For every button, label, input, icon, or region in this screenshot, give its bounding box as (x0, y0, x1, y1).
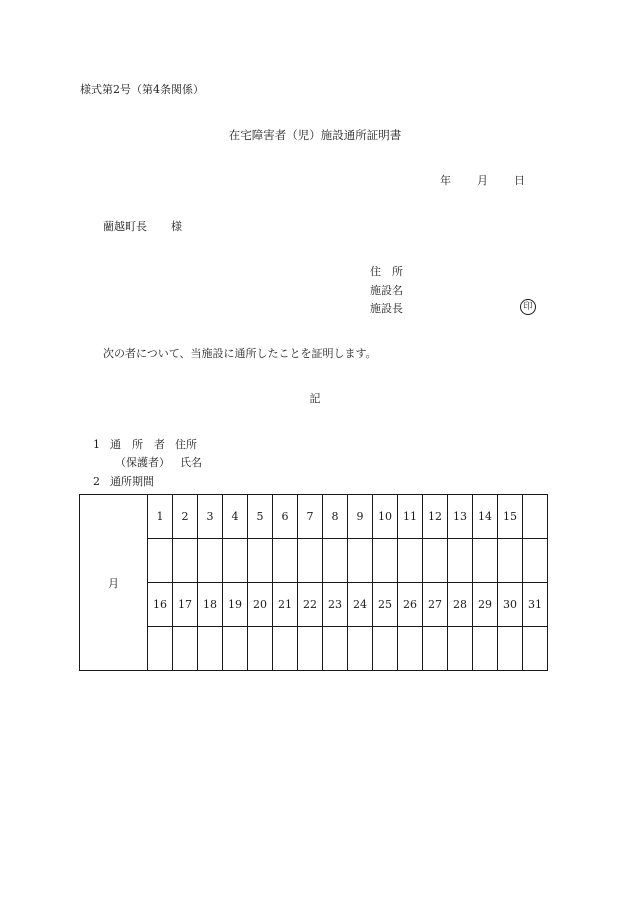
row2-cell: 19 (223, 583, 248, 627)
row1-cell: 6 (273, 495, 298, 539)
row2-cell: 18 (198, 583, 223, 627)
attendance-entry-cell[interactable] (173, 627, 198, 671)
row1-cell: 14 (473, 495, 498, 539)
item-2-number: 2 (93, 475, 100, 488)
row2-cell: 24 (348, 583, 373, 627)
issuer-address-label: 住 所 (370, 265, 403, 278)
item-1 (93, 436, 197, 452)
item-1-guardian-line (115, 454, 202, 470)
issuer-facility-label: 施設名 (370, 284, 403, 297)
attendance-entry-cell[interactable] (473, 539, 498, 583)
attendance-entry-cell[interactable] (198, 627, 223, 671)
row2-cell: 20 (248, 583, 273, 627)
attendance-entry-cell[interactable] (373, 627, 398, 671)
row2-cell: 16 (148, 583, 173, 627)
row2-cell: 26 (398, 583, 423, 627)
day-row-1 (80, 495, 548, 539)
date-day: 日 (514, 174, 525, 187)
row1-cell (523, 495, 548, 539)
row2-cell: 22 (298, 583, 323, 627)
issuer-head-label: 施設長 (370, 302, 403, 315)
attendance-entry-cell[interactable] (173, 539, 198, 583)
attendance-entry-cell[interactable] (348, 539, 373, 583)
date-month: 月 (477, 174, 488, 187)
attendance-entry-cell[interactable] (448, 627, 473, 671)
row1-cell: 4 (223, 495, 248, 539)
month-cell: 月 (80, 495, 148, 671)
item-1-field: 住所 (175, 438, 197, 451)
item-1-number: 1 (93, 438, 100, 451)
attendance-entry-cell[interactable] (298, 539, 323, 583)
row2-cell: 29 (473, 583, 498, 627)
attendance-entry-cell[interactable] (148, 627, 173, 671)
attendance-entry-cell[interactable] (148, 539, 173, 583)
attendance-entry-cell[interactable] (273, 627, 298, 671)
row1-cell: 7 (298, 495, 323, 539)
form-number: 様式第2号（第4条関係） (80, 83, 204, 96)
attendance-entry-cell[interactable] (498, 627, 523, 671)
attendance-entry-cell[interactable] (248, 539, 273, 583)
attendance-entry-cell[interactable] (398, 539, 423, 583)
row1-cell: 3 (198, 495, 223, 539)
row1-cell: 2 (173, 495, 198, 539)
attendance-entry-cell[interactable] (523, 539, 548, 583)
day-row-2 (80, 583, 548, 627)
attendance-entry-cell[interactable] (223, 539, 248, 583)
row2-cell: 31 (523, 583, 548, 627)
attendance-entry-cell[interactable] (348, 627, 373, 671)
item-1-label: 通 所 者 (110, 438, 165, 451)
row1-cell: 8 (323, 495, 348, 539)
item-2-label: 通所期間 (110, 475, 154, 488)
attendance-entry-cell[interactable] (398, 627, 423, 671)
attendance-entry-cell[interactable] (473, 627, 498, 671)
row1-cell: 11 (398, 495, 423, 539)
attendance-entry-cell[interactable] (498, 539, 523, 583)
ki-heading: 記 (309, 392, 321, 405)
seal-mark: 印 (520, 299, 536, 315)
attendance-entry-cell[interactable] (323, 627, 348, 671)
certification-statement: 次の者について、当施設に通所したことを証明します。 (103, 347, 377, 360)
date-line (440, 172, 525, 188)
row1-cell: 5 (248, 495, 273, 539)
attendance-entry-cell[interactable] (523, 627, 548, 671)
row1-cell: 13 (448, 495, 473, 539)
row2-cell: 27 (423, 583, 448, 627)
attendance-entry-cell[interactable] (423, 627, 448, 671)
row2-cell: 28 (448, 583, 473, 627)
attendance-table (79, 494, 548, 671)
attendance-entry-cell[interactable] (323, 539, 348, 583)
row2-cell: 23 (323, 583, 348, 627)
attendance-entry-cell[interactable] (298, 627, 323, 671)
row1-cell: 1 (148, 495, 173, 539)
row1-cell: 12 (423, 495, 448, 539)
item-2 (93, 473, 154, 489)
day-row-2-blank (80, 627, 548, 671)
addressee (103, 218, 182, 234)
row2-cell: 25 (373, 583, 398, 627)
row1-cell: 15 (498, 495, 523, 539)
attendance-entry-cell[interactable] (223, 627, 248, 671)
item-1-guardian: （保護者） (115, 456, 170, 469)
attendance-entry-cell[interactable] (248, 627, 273, 671)
row1-cell: 10 (373, 495, 398, 539)
attendance-entry-cell[interactable] (373, 539, 398, 583)
addressee-honorific: 様 (171, 220, 182, 233)
addressee-name: 藺越町長 (103, 220, 147, 233)
day-row-1-blank (80, 539, 548, 583)
row1-cell: 9 (348, 495, 373, 539)
row2-cell: 30 (498, 583, 523, 627)
attendance-entry-cell[interactable] (423, 539, 448, 583)
attendance-entry-cell[interactable] (448, 539, 473, 583)
item-1-field-2: 氏名 (180, 456, 202, 469)
attendance-entry-cell[interactable] (198, 539, 223, 583)
attendance-entry-cell[interactable] (273, 539, 298, 583)
row2-cell: 17 (173, 583, 198, 627)
document-title: 在宅障害者（児）施設通所証明書 (228, 128, 402, 142)
row2-cell: 21 (273, 583, 298, 627)
date-year: 年 (440, 174, 451, 187)
